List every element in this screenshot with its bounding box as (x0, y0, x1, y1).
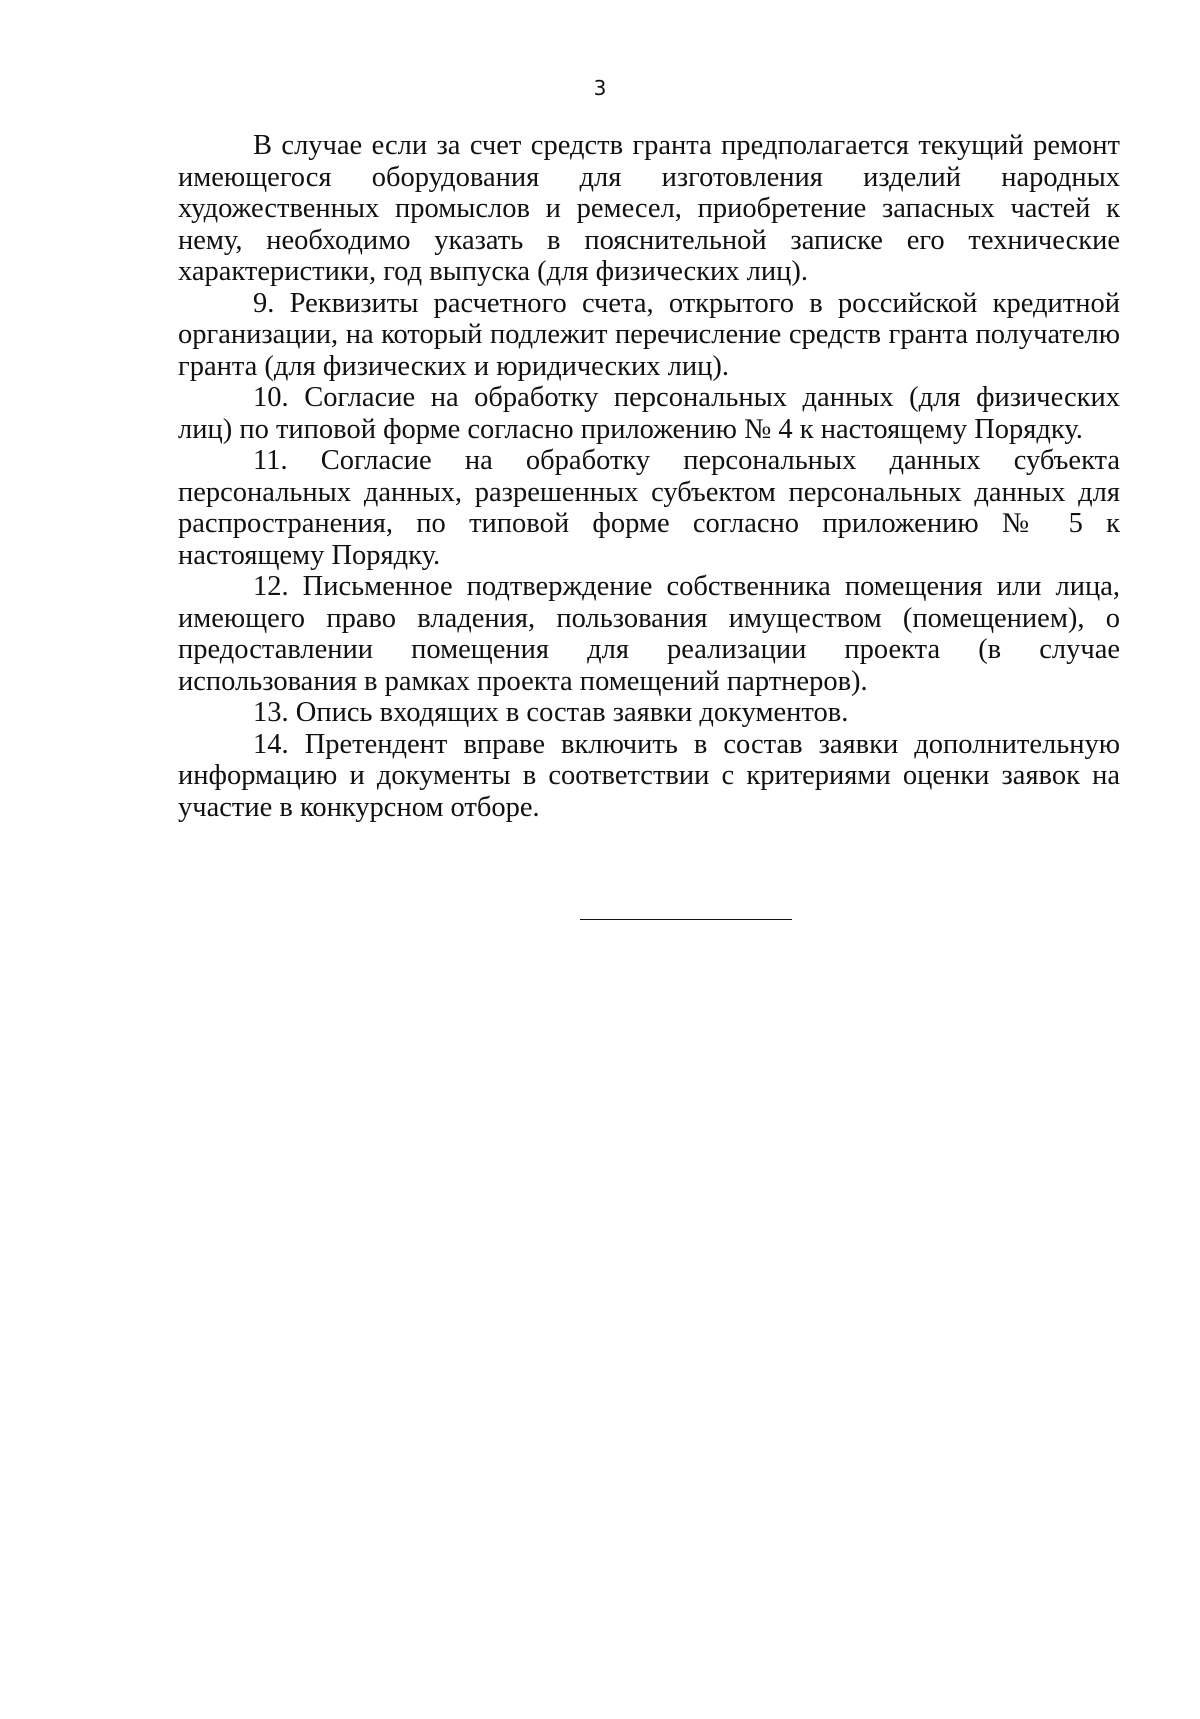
paragraph-item-10: 10. Согласие на обработку персональных данных (для физических лиц) по типовой форме согласно приложению № 4 к настоящему Порядку. (178, 382, 1120, 445)
paragraph-item-13: 13. Опись входящих в состав заявки документов. (253, 697, 849, 728)
closing-divider (580, 919, 792, 920)
document-body (178, 130, 1120, 823)
paragraph-item-11: 11. Согласие на обработку персональных данных субъекта персональных данных, разрешенных субъектом персональных данных для распространения, по типовой форме согласно приложению № 5 к настоящему Порядку. (178, 445, 1120, 571)
page-number: 3 (593, 76, 607, 100)
paragraph-item-12: 12. Письменное подтверждение собственника помещения или лица, имеющего право владения, пользования имуществом (помещением), о предоставлении помещения для реализации проекта (в случае использования в рамках проекта помещений партнеров). (178, 571, 1120, 697)
paragraph-item-14: 14. Претендент вправе включить в состав заявки дополнительную информацию и документы в соответствии с критериями оценки заявок на участие в конкурсном отборе. (178, 728, 1120, 823)
paragraph-repair-note: В случае если за счет средств гранта предполагается текущий ремонт имеющегося оборудования для изготовления изделий народных художественных промыслов и ремесел, приобретение запасных частей к нему, необходимо указать в пояснительной записке его технические характеристики, год выпуска (для физических лиц). (178, 130, 1120, 287)
paragraph-item-9: 9. Реквизиты расчетного счета, открытого в российской кредитной организации, на который подлежит перечисление средств гранта получателю гранта (для физических и юридических лиц). (178, 287, 1120, 382)
